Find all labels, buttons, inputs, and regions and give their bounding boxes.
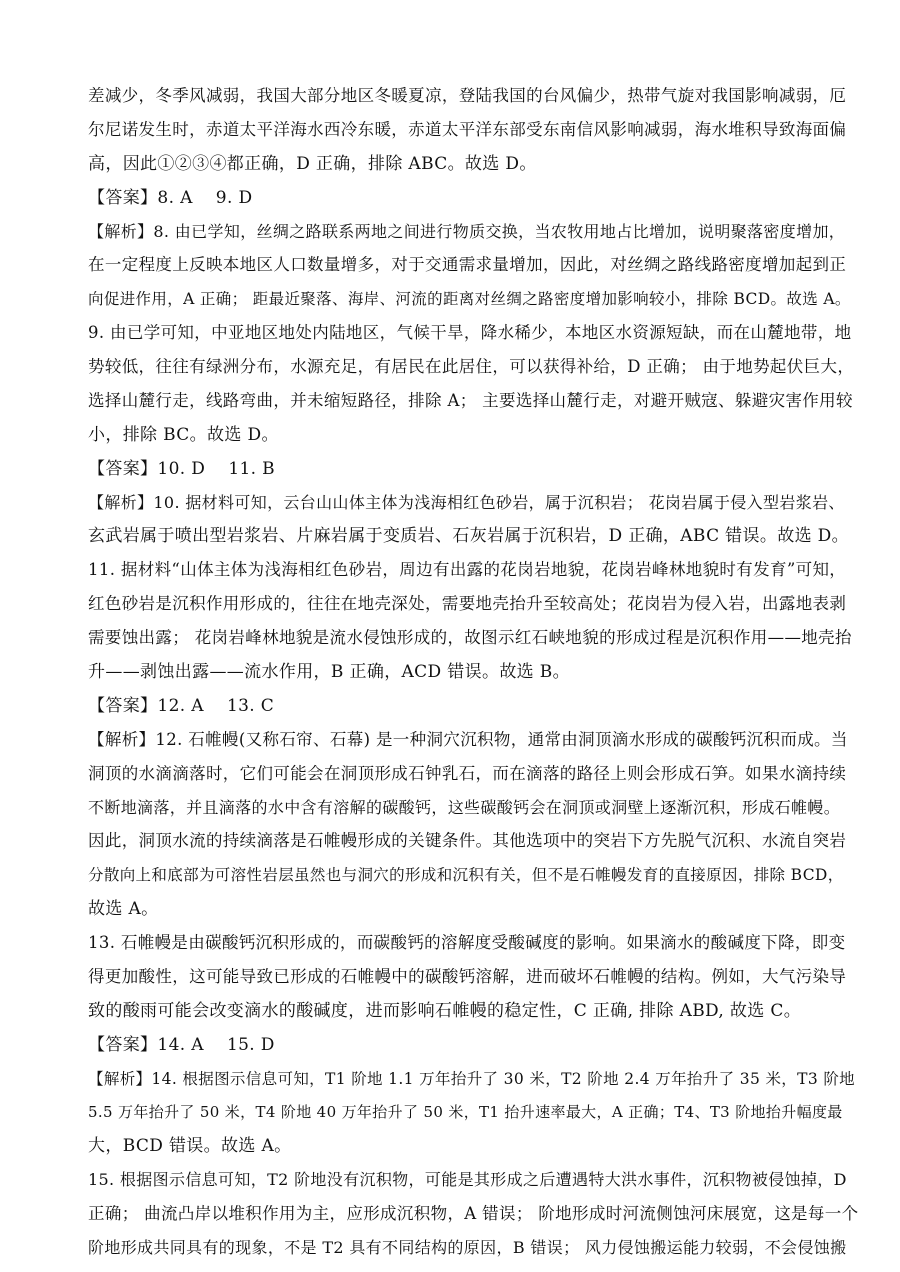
text-line: 因此，洞顶水流的持续滴落是石帷幔形成的关键条件。其他选项中的突岩下方先脱气沉积、水流自突岩 (88, 831, 847, 850)
text-line: 9. 由已学可知，中亚地区地处内陆地区，气候干旱，降水稀少，本地区水资源短缺，而在山麓地带，地 (88, 323, 852, 342)
answer-line: 【答案】10. D 11. B (88, 459, 276, 479)
text-line: 需要蚀出露； 花岗岩峰林地貌是流水侵蚀形成的，故图示红石峡地貌的形成过程是沉积作用——地壳抬 (88, 628, 852, 647)
text-line: 正确； 曲流凸岸以堆积作用为主，应形成沉积物，A 错误； 阶地形成时河流侧蚀河床展宽，这是每一个 (88, 1204, 859, 1223)
answer-line: 【答案】12. A 13. C (88, 696, 275, 716)
answer-line: 【答案】14. A 15. D (88, 1035, 275, 1055)
text-line: 在一定程度上反映本地区人口数量增多，对于交通需求量增加，因此，对丝绸之路线路密度增加起到正 (88, 255, 847, 274)
text-line: 11. 据材料“山体主体为浅海相红色砂岩，周边有出露的花岗岩地貌，花岗岩峰林地貌时有发育”可知， (88, 560, 847, 579)
text-line: 选择山麓行走，线路弯曲，并未缩短路径，排除 A； 主要选择山麓行走，对避开贼寇、躲避灾害作用较 (88, 391, 853, 410)
text-line: 升——剥蚀出露——流水作用，B 正确，ACD 错误。故选 B。 (88, 662, 570, 682)
text-line: 差减少，冬季风减弱，我国大部分地区冬暖夏凉，登陆我国的台风偏少，热带气旋对我国影响减弱，厄 (88, 86, 847, 105)
text-line: 阶地形成共同具有的现象，不是 T2 具有不同结构的原因，B 错误； 风力侵蚀搬运能力较弱，不会侵蚀搬 (88, 1238, 847, 1257)
text-line: 致的酸雨可能会改变滴水的酸碱度，进而影响石帷幔的稳定性，C 正确, 排除 ABD, 故选 C。 (88, 1001, 802, 1021)
text-line: 大，BCD 错误。故选 A。 (88, 1136, 292, 1156)
text-line: 分散向上和底部为可溶性岩层虽然也与洞穴的形成和沉积有关，但不是石帷幔发育的直接原因，排除 BCD， (88, 866, 844, 884)
text-line: 13. 石帷幔是由碳酸钙沉积形成的，而碳酸钙的溶解度受酸碱度的影响。如果滴水的酸碱度下降，即变 (88, 933, 846, 952)
text-line: 得更加酸性，这可能导致已形成的石帷幔中的碳酸钙溶解，进而破坏石帷幔的结构。例如，大气污染导 (88, 967, 847, 986)
text-line: 向促进作用，A 正确； 距最近聚落、海岸、河流的距离对丝绸之路密度增加影响较小，排除 BCD。故选 A。 (88, 290, 851, 308)
text-line: 15. 根据图示信息可知，T2 阶地没有沉积物，可能是其形成之后遭遇特大洪水事件，沉积物被侵蚀掉，D (88, 1170, 847, 1189)
text-line: 小，排除 BC。故选 D。 (88, 425, 279, 445)
text-line: 玄武岩属于喷出型岩浆岩、片麻岩属于变质岩、石灰岩属于沉积岩，D 正确，ABC 错误。故选 D。 (88, 526, 850, 546)
text-line: 尔尼诺发生时，赤道太平洋海水西冷东暖，赤道太平洋东部受东南信风影响减弱，海水堆积导致海面偏 (88, 120, 847, 139)
text-line: 洞顶的水滴滴落时，它们可能会在洞顶形成石钟乳石，而在滴落的路径上则会形成石笋。如果水滴持续 (88, 764, 847, 783)
text-line: 不断地滴落，并且滴落的水中含有溶解的碳酸钙，这些碳酸钙会在洞顶或洞壁上逐渐沉积，形成石帷幔。 (88, 798, 841, 817)
analysis-line: 【解析】14. 根据图示信息可知，T1 阶地 1.1 万年抬升了 30 米，T2 阶地 2.4 万年抬升了 35 米，T3 阶地 (88, 1070, 856, 1088)
text-line: 5.5 万年抬升了 50 米，T4 阶地 40 万年抬升了 50 米，T1 抬升速率最大，A 正确；T4、T3 阶地抬升幅度最 (88, 1103, 843, 1121)
text-line: 势较低，往往有绿洲分布，水源充足，有居民在此居住，可以获得补给，D 正确； 由于地势起伏巨大， (88, 357, 855, 376)
analysis-line: 【解析】12. 石帷幔(又称石帘、石幕) 是一种洞穴沉积物，通常由洞顶滴水形成的碳酸钙沉积而成。当 (88, 730, 848, 749)
answer-line: 【答案】8. A 9. D (88, 188, 253, 208)
analysis-line: 【解析】8. 由已学知，丝绸之路联系两地之间进行物质交换，当农牧用地占比增加，说明聚落密度增加， (88, 222, 846, 241)
analysis-line: 【解析】10. 据材料可知，云台山山体主体为浅海相红色砂岩，属于沉积岩； 花岗岩属于侵入型岩浆岩、 (88, 493, 845, 512)
text-line: 高，因此①②③④都正确，D 正确，排除 ABC。故选 D。 (88, 154, 537, 174)
text-line: 故选 A。 (88, 899, 159, 919)
text-line: 红色砂岩是沉积作用形成的，往往在地壳深处，需要地壳抬升至较高处；花岗岩为侵入岩，出露地表剥 (88, 594, 847, 613)
